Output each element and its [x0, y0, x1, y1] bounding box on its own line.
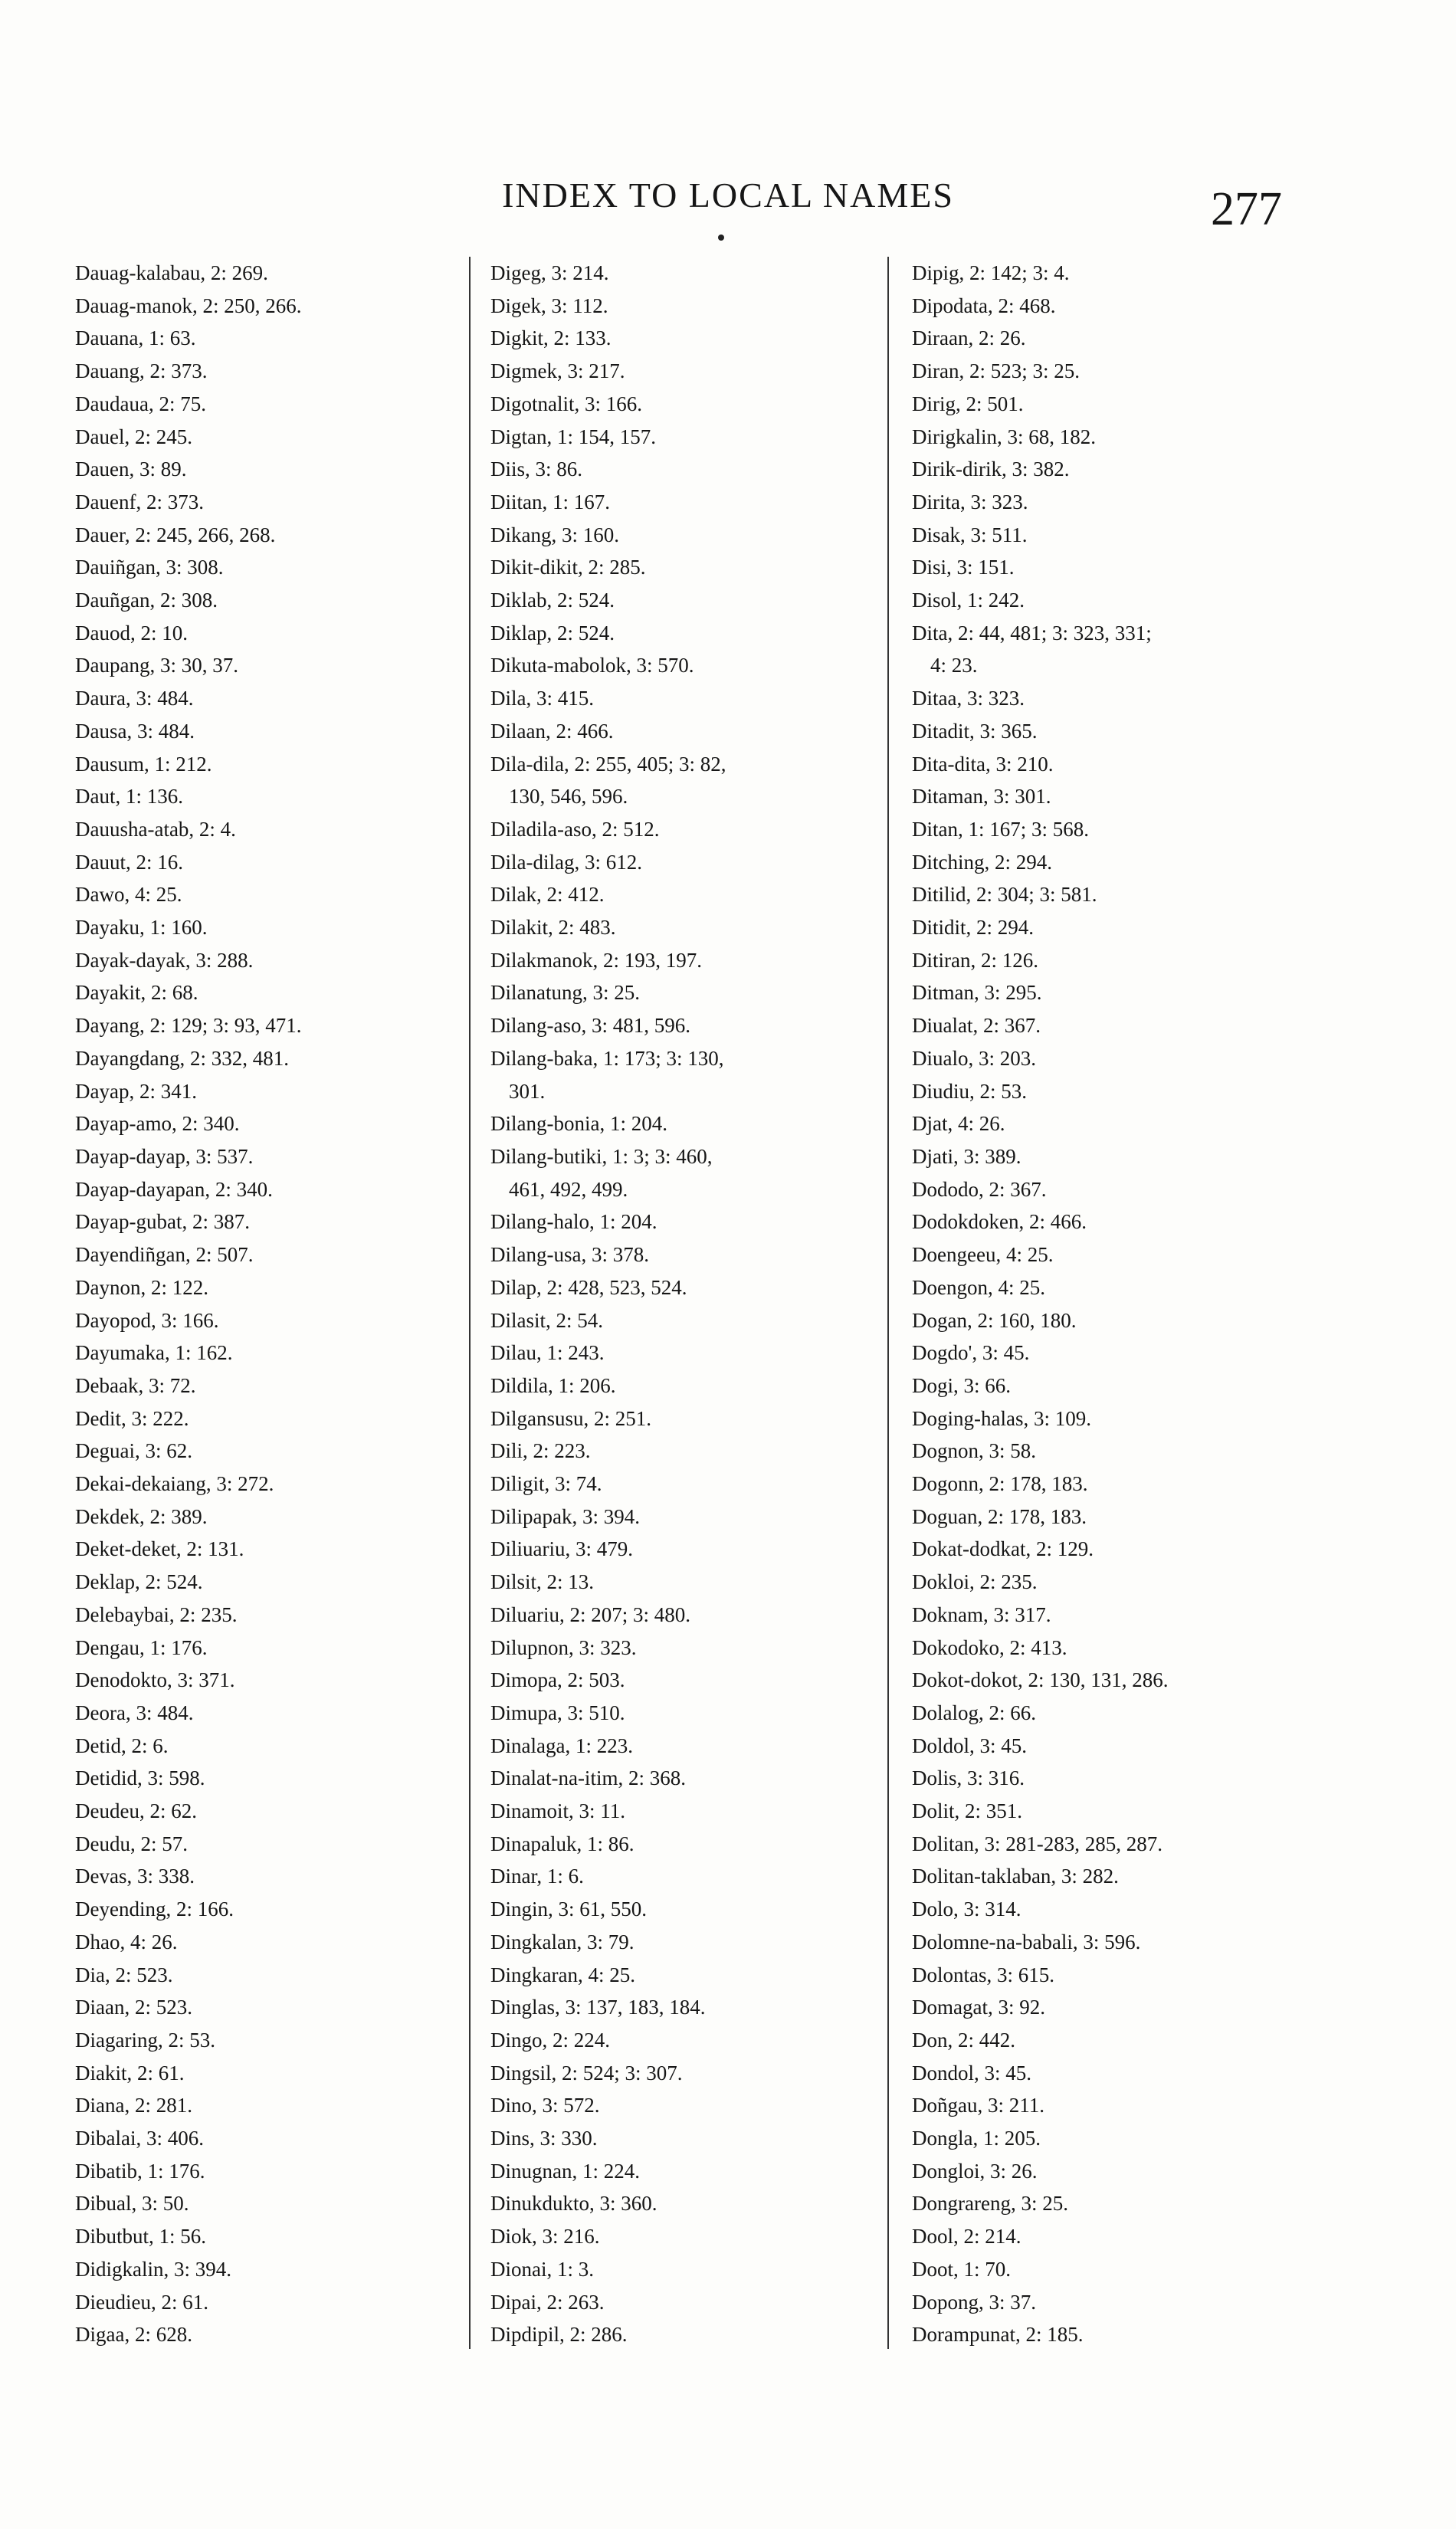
- index-entry: Dila, 3: 415.: [490, 687, 594, 710]
- index-entry: Dogdo', 3: 45.: [912, 1341, 1030, 1365]
- index-entry: Dauut, 2: 16.: [75, 850, 183, 874]
- index-entry: Diudiu, 2: 53.: [912, 1079, 1028, 1103]
- index-entry: Dilakit, 2: 483.: [490, 916, 616, 940]
- index-entry: Dionai, 1: 3.: [490, 2257, 594, 2281]
- index-entry: Dekdek, 2: 389.: [75, 1504, 208, 1528]
- index-entry: Dirik-dirik, 3: 382.: [912, 458, 1070, 481]
- index-entry: Diladila-aso, 2: 512.: [490, 817, 660, 841]
- page-title: INDEX TO LOCAL NAMES: [502, 175, 954, 215]
- index-entry: Doengon, 4: 25.: [912, 1275, 1045, 1299]
- index-entry: Dolalog, 2: 66.: [912, 1701, 1036, 1724]
- index-entry: Diualat, 2: 367.: [912, 1014, 1041, 1038]
- index-entry: Dirita, 3: 323.: [912, 490, 1028, 513]
- index-entry: Dino, 3: 572.: [490, 2094, 600, 2117]
- index-entry: Dauag-manok, 2: 250, 266.: [75, 294, 302, 317]
- index-entry: Didigkalin, 3: 394.: [75, 2257, 231, 2281]
- index-entry: Dirigkalin, 3: 68, 182.: [912, 425, 1096, 448]
- index-entry: Deudu, 2: 57.: [75, 1832, 188, 1855]
- index-entry: Dins, 3: 330.: [490, 2127, 598, 2150]
- index-entry: Deket-deket, 2: 131.: [75, 1537, 244, 1561]
- index-entry: Dayap-dayapan, 2: 340.: [75, 1177, 273, 1201]
- index-entry: 4: 23.: [930, 654, 978, 677]
- index-entry: Dipai, 2: 263.: [490, 2290, 605, 2314]
- index-entry: Dikit-dikit, 2: 285.: [490, 556, 646, 579]
- index-entry: Dedit, 3: 222.: [75, 1406, 189, 1430]
- index-entry: 130, 546, 596.: [509, 785, 628, 809]
- index-entry: Digaa, 2: 628.: [75, 2323, 192, 2347]
- index-entry: Dongla, 1: 205.: [912, 2127, 1041, 2150]
- index-entry: Dibatib, 1: 176.: [75, 2159, 205, 2183]
- index-entry: Dawo, 4: 25.: [75, 883, 182, 907]
- index-entry: Doldol, 3: 45.: [912, 1734, 1028, 1757]
- index-entry: Dauod, 2: 10.: [75, 621, 188, 645]
- index-entry: Digtan, 1: 154, 157.: [490, 425, 656, 448]
- index-entry: Dayumaka, 1: 162.: [75, 1341, 233, 1365]
- index-entry: Delebaybai, 2: 235.: [75, 1602, 238, 1626]
- index-entry: Dikang, 3: 160.: [490, 523, 619, 546]
- index-entry: Dinukdukto, 3: 360.: [490, 2192, 657, 2216]
- index-entry: Daynon, 2: 122.: [75, 1275, 208, 1299]
- index-entry: Dimupa, 3: 510.: [490, 1701, 625, 1724]
- index-entry: Dinglas, 3: 137, 183, 184.: [490, 1996, 706, 2019]
- index-entry: Daura, 3: 484.: [75, 687, 194, 710]
- index-entry: Deklap, 2: 524.: [75, 1570, 203, 1594]
- index-entry: Dekai-dekaiang, 3: 272.: [75, 1472, 274, 1496]
- index-entry: Diklap, 2: 524.: [490, 621, 615, 645]
- index-entry: 301.: [509, 1079, 546, 1103]
- index-entry: Ditadit, 3: 365.: [912, 719, 1038, 743]
- index-entry: 461, 492, 499.: [509, 1177, 628, 1201]
- index-entry: Dodokdoken, 2: 466.: [912, 1210, 1087, 1234]
- index-entry: Dayangdang, 2: 332, 481.: [75, 1046, 289, 1070]
- index-entry: Diakit, 2: 61.: [75, 2061, 185, 2085]
- index-entry: Dinamoit, 3: 11.: [490, 1799, 625, 1823]
- index-entry: Dita, 2: 44, 481; 3: 323, 331;: [912, 621, 1152, 645]
- index-column-2: [490, 257, 881, 2351]
- index-entry: Dila-dilag, 3: 612.: [490, 850, 642, 874]
- index-entry: Dibutbut, 1: 56.: [75, 2225, 207, 2249]
- index-entry: Dokloi, 2: 235.: [912, 1570, 1038, 1594]
- index-entry: Dipdipil, 2: 286.: [490, 2323, 628, 2347]
- index-entry: Dilasit, 2: 54.: [490, 1308, 603, 1332]
- index-entry: Dauen, 3: 89.: [75, 458, 187, 481]
- index-entry: Dolontas, 3: 615.: [912, 1963, 1054, 1986]
- index-entry: Diana, 2: 281.: [75, 2094, 192, 2117]
- index-entry: Dayaku, 1: 160.: [75, 916, 208, 940]
- index-entry: Ditidit, 2: 294.: [912, 916, 1035, 940]
- index-entry: Dingkalan, 3: 79.: [490, 1930, 635, 1953]
- index-entry: Diok, 3: 216.: [490, 2225, 600, 2249]
- index-entry: Dayopod, 3: 166.: [75, 1308, 219, 1332]
- index-entry: Ditching, 2: 294.: [912, 850, 1052, 874]
- index-entry: Dolomne-na-babali, 3: 596.: [912, 1930, 1141, 1953]
- index-entry: Digek, 3: 112.: [490, 294, 608, 317]
- index-entry: Dokodoko, 2: 413.: [912, 1635, 1067, 1659]
- index-entry: Deguai, 3: 62.: [75, 1439, 192, 1463]
- index-entry: Dolit, 2: 351.: [912, 1799, 1023, 1823]
- index-entry: Ditman, 3: 295.: [912, 981, 1042, 1005]
- index-entry: Dikuta-mabolok, 3: 570.: [490, 654, 694, 677]
- index-entry: Dauang, 2: 373.: [75, 359, 208, 383]
- index-entry: Dingsil, 2: 524; 3: 307.: [490, 2061, 683, 2085]
- index-entry: Dibual, 3: 50.: [75, 2192, 189, 2216]
- index-entry: Dilang-halo, 1: 204.: [490, 1210, 657, 1234]
- index-entry: Dildila, 1: 206.: [490, 1373, 616, 1397]
- index-entry: Dinalat-na-itim, 2: 368.: [490, 1766, 686, 1790]
- index-entry: Doñgau, 3: 211.: [912, 2094, 1044, 2117]
- index-entry: Dilang-bonia, 1: 204.: [490, 1112, 667, 1136]
- index-entry: Ditan, 1: 167; 3: 568.: [912, 817, 1089, 841]
- index-entry: Denodokto, 3: 371.: [75, 1668, 235, 1692]
- index-entry: Detid, 2: 6.: [75, 1734, 169, 1757]
- index-entry: Dieudieu, 2: 61.: [75, 2290, 208, 2314]
- index-entry: Disak, 3: 511.: [912, 523, 1028, 546]
- index-entry: Dilgansusu, 2: 251.: [490, 1406, 652, 1430]
- index-entry: Dododo, 2: 367.: [912, 1177, 1047, 1201]
- index-entry: Doging-halas, 3: 109.: [912, 1406, 1091, 1430]
- index-entry: Doknam, 3: 317.: [912, 1602, 1051, 1626]
- index-entry: Dia, 2: 523.: [75, 1963, 173, 1986]
- index-entry: Diualo, 3: 203.: [912, 1046, 1036, 1070]
- index-column-1: [75, 257, 466, 2351]
- index-entry: Dogonn, 2: 178, 183.: [912, 1472, 1088, 1496]
- index-entry: Dilang-butiki, 1: 3; 3: 460,: [490, 1144, 713, 1168]
- index-entry: Dipodata, 2: 468.: [912, 294, 1056, 317]
- page-header: [0, 167, 1456, 236]
- index-entry: Daut, 1: 136.: [75, 785, 183, 809]
- index-entry: Diraan, 2: 26.: [912, 326, 1026, 350]
- index-entry: Domagat, 3: 92.: [912, 1996, 1045, 2019]
- index-entry: Diliuariu, 3: 479.: [490, 1537, 633, 1561]
- index-entry: Dilak, 2: 412.: [490, 883, 605, 907]
- index-entry: Dila-dila, 2: 255, 405; 3: 82,: [490, 752, 726, 776]
- index-entry: Dayap, 2: 341.: [75, 1079, 197, 1103]
- index-entry: Dilsit, 2: 13.: [490, 1570, 595, 1594]
- index-entry: Dokot-dokot, 2: 130, 131, 286.: [912, 1668, 1169, 1692]
- index-entry: Dinapaluk, 1: 86.: [490, 1832, 635, 1855]
- index-entry: Dayakit, 2: 68.: [75, 981, 198, 1005]
- index-entry: Doguan, 2: 178, 183.: [912, 1504, 1087, 1528]
- index-entry: Dinugnan, 1: 224.: [490, 2159, 640, 2183]
- index-entry: Digkit, 2: 133.: [490, 326, 612, 350]
- index-entry: Djati, 3: 389.: [912, 1144, 1021, 1168]
- index-entry: Dilakmanok, 2: 193, 197.: [490, 948, 702, 972]
- index-entry: Djat, 4: 26.: [912, 1112, 1005, 1136]
- index-entry: Detidid, 3: 598.: [75, 1766, 205, 1790]
- index-entry: Dauiñgan, 3: 308.: [75, 556, 224, 579]
- index-entry: Dengau, 1: 176.: [75, 1635, 208, 1659]
- index-entry: Diran, 2: 523; 3: 25.: [912, 359, 1080, 383]
- index-entry: Dongloi, 3: 26.: [912, 2159, 1038, 2183]
- index-entry: Dayak-dayak, 3: 288.: [75, 948, 254, 972]
- index-entry: Diligit, 3: 74.: [490, 1472, 602, 1496]
- index-entry: Dokat-dodkat, 2: 129.: [912, 1537, 1094, 1561]
- index-entry: Dilipapak, 3: 394.: [490, 1504, 640, 1528]
- index-entry: Digmek, 3: 217.: [490, 359, 625, 383]
- index-entry: Dibalai, 3: 406.: [75, 2127, 204, 2150]
- index-entry: Dogi, 3: 66.: [912, 1373, 1012, 1397]
- index-entry: Dauñgan, 2: 308.: [75, 589, 218, 612]
- index-entry: Dool, 2: 214.: [912, 2225, 1021, 2249]
- index-entry: Ditaa, 3: 323.: [912, 687, 1025, 710]
- index-entry: Deyending, 2: 166.: [75, 1898, 234, 1921]
- index-entry: Digeg, 3: 214.: [490, 261, 609, 284]
- index-entry: Ditilid, 2: 304; 3: 581.: [912, 883, 1097, 907]
- index-entry: Dilang-baka, 1: 173; 3: 130,: [490, 1046, 724, 1070]
- index-entry: Dorampunat, 2: 185.: [912, 2323, 1084, 2347]
- index-entry: Ditiran, 2: 126.: [912, 948, 1038, 972]
- index-entry: Dayap-dayap, 3: 537.: [75, 1144, 254, 1168]
- index-entry: Dita-dita, 3: 210.: [912, 752, 1054, 776]
- index-entry: Dolitan-taklaban, 3: 282.: [912, 1865, 1119, 1888]
- index-entry: Dolo, 3: 314.: [912, 1898, 1021, 1921]
- index-entry: Doengeeu, 4: 25.: [912, 1243, 1054, 1267]
- index-entry: Disi, 3: 151.: [912, 556, 1015, 579]
- index-entry: Dongrareng, 3: 25.: [912, 2192, 1068, 2216]
- page-number: 277: [1211, 183, 1282, 235]
- index-entry: Diluariu, 2: 207; 3: 480.: [490, 1602, 690, 1626]
- index-entry: Doot, 1: 70.: [912, 2257, 1012, 2281]
- index-entry: Dilaan, 2: 466.: [490, 719, 614, 743]
- index-entry: Ditaman, 3: 301.: [912, 785, 1051, 809]
- index-entry: Diagaring, 2: 53.: [75, 2028, 215, 2052]
- index-entry: Disol, 1: 242.: [912, 589, 1025, 612]
- index-entry: Deudeu, 2: 62.: [75, 1799, 197, 1823]
- index-entry: Don, 2: 442.: [912, 2028, 1015, 2052]
- index-entry: Dauusha-atab, 2: 4.: [75, 817, 236, 841]
- index-entry: Dausa, 3: 484.: [75, 719, 195, 743]
- index-entry: Debaak, 3: 72.: [75, 1373, 196, 1397]
- index-entry: Dilau, 1: 243.: [490, 1341, 605, 1365]
- index-entry: Dauenf, 2: 373.: [75, 490, 204, 513]
- index-entry: Dauana, 1: 63.: [75, 326, 196, 350]
- index-entry: Dayap-gubat, 2: 387.: [75, 1210, 250, 1234]
- index-entry: Dilap, 2: 428, 523, 524.: [490, 1275, 687, 1299]
- index-entry: Dilang-usa, 3: 378.: [490, 1243, 649, 1267]
- column-rule-right: [887, 257, 889, 2349]
- index-entry: Daudaua, 2: 75.: [75, 392, 206, 415]
- index-entry: Dilupnon, 3: 323.: [490, 1635, 637, 1659]
- index-entry: Dauag-kalabau, 2: 269.: [75, 261, 268, 284]
- index-entry: Dayang, 2: 129; 3: 93, 471.: [75, 1014, 302, 1038]
- index-entry: Diklab, 2: 524.: [490, 589, 615, 612]
- index-entry: Dauel, 2: 245.: [75, 425, 192, 448]
- index-entry: Digotnalit, 3: 166.: [490, 392, 642, 415]
- index-entry: Dayap-amo, 2: 340.: [75, 1112, 240, 1136]
- index-entry: Dognon, 3: 58.: [912, 1439, 1036, 1463]
- index-entry: Diitan, 1: 167.: [490, 490, 610, 513]
- index-entry: Dinalaga, 1: 223.: [490, 1734, 633, 1757]
- index-entry: Dauer, 2: 245, 266, 268.: [75, 523, 276, 546]
- index-entry: Dausum, 1: 212.: [75, 752, 212, 776]
- index-entry: Dhao, 4: 26.: [75, 1930, 178, 1953]
- index-entry: Dondol, 3: 45.: [912, 2061, 1032, 2085]
- index-entry: Dipig, 2: 142; 3: 4.: [912, 261, 1070, 284]
- index-entry: Dinar, 1: 6.: [490, 1865, 584, 1888]
- index-entry: Dopong, 3: 37.: [912, 2290, 1036, 2314]
- index-entry: Diaan, 2: 523.: [75, 1996, 192, 2019]
- index-entry: Daupang, 3: 30, 37.: [75, 654, 238, 677]
- index-entry: Dilanatung, 3: 25.: [490, 981, 640, 1005]
- index-entry: Devas, 3: 338.: [75, 1865, 195, 1888]
- index-entry: Dingin, 3: 61, 550.: [490, 1898, 648, 1921]
- index-entry: Dirig, 2: 501.: [912, 392, 1024, 415]
- header-dot: [718, 235, 724, 241]
- index-entry: Dolis, 3: 316.: [912, 1766, 1025, 1790]
- index-entry: Dimopa, 2: 503.: [490, 1668, 625, 1692]
- index-entry: Dogan, 2: 160, 180.: [912, 1308, 1077, 1332]
- index-entry: Dayendiñgan, 2: 507.: [75, 1243, 254, 1267]
- index-entry: Dolitan, 3: 281-283, 285, 287.: [912, 1832, 1163, 1855]
- index-entry: Dilang-aso, 3: 481, 596.: [490, 1014, 690, 1038]
- index-entry: Diis, 3: 86.: [490, 458, 583, 481]
- index-entry: Deora, 3: 484.: [75, 1701, 194, 1724]
- index-column-3: [912, 257, 1341, 2351]
- index-entry: Dingo, 2: 224.: [490, 2028, 611, 2052]
- index-entry: Dingkaran, 4: 25.: [490, 1963, 635, 1986]
- index-entry: Dili, 2: 223.: [490, 1439, 591, 1463]
- column-rule-left: [469, 257, 471, 2349]
